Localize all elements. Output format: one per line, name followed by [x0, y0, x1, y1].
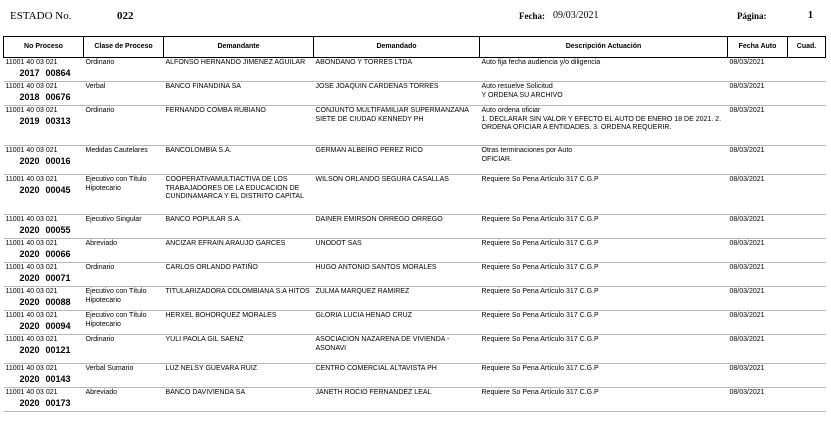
- pagina-value: 1: [808, 10, 813, 21]
- actuacion-cell: Otras terminaciones por Auto OFICIAR.: [480, 146, 728, 175]
- proceso-cell: [4, 263, 84, 287]
- demandado-cell: GERMAN ALBEIRO PEREZ RICO: [314, 146, 480, 175]
- proceso-year: 2018: [19, 91, 40, 102]
- proceso-cell: [4, 287, 84, 311]
- proceso-year: 2019: [19, 115, 40, 126]
- table-row: [4, 58, 826, 82]
- proceso-year: 2017: [19, 67, 40, 78]
- demandante-cell: CARLOS ORLANDO PATIÑO: [164, 263, 314, 287]
- proceso-cell: [4, 106, 84, 146]
- fecha-auto-cell: 08/03/2021: [728, 335, 788, 364]
- col-header-demandado: Demandado: [314, 37, 480, 58]
- proceso-code: 11001 40 03 021: [5, 107, 58, 114]
- proceso-number: [6, 249, 82, 259]
- clase-cell: Medidas Cautelares: [84, 146, 164, 175]
- demandante-cell: HERXEL BOHORQUEZ MORALES: [164, 311, 314, 335]
- table-row: [4, 335, 826, 364]
- proceso-code: 11001 40 03 021: [5, 240, 58, 247]
- proceso-cell: [4, 239, 84, 263]
- demandante-cell: LUZ NELSY GUEVARA RUIZ: [164, 364, 314, 388]
- document-header: [0, 10, 831, 26]
- demandado-cell: JANETH ROCIO FERNANDEZ LEAL: [314, 388, 480, 412]
- cuad-cell: [788, 287, 826, 311]
- proceso-radicado: 00313: [45, 115, 71, 126]
- demandante-cell: FERNANDO COMBA RUBIANO: [164, 106, 314, 146]
- proceso-year: 2020: [19, 248, 40, 259]
- table-row: [4, 239, 826, 263]
- fecha-value: 09/03/2021: [553, 10, 599, 21]
- proceso-radicado: 00066: [45, 248, 71, 259]
- table-row: [4, 175, 826, 215]
- fecha-auto-cell: 08/03/2021: [728, 106, 788, 146]
- proceso-number: [6, 116, 82, 126]
- table-row: [4, 364, 826, 388]
- cuad-cell: [788, 106, 826, 146]
- table-row: [4, 263, 826, 287]
- clase-cell: Verbal Sumario: [84, 364, 164, 388]
- proceso-radicado: 00143: [45, 373, 71, 384]
- estado-number: 022: [117, 10, 134, 22]
- proceso-radicado: 00173: [45, 397, 71, 408]
- demandado-cell: ABONDANO Y TORRES LTDA: [314, 58, 480, 82]
- cuad-cell: [788, 82, 826, 106]
- proceso-year: 2020: [19, 272, 40, 283]
- fecha-auto-cell: 08/03/2021: [728, 287, 788, 311]
- table-row: [4, 146, 826, 175]
- cuad-cell: [788, 311, 826, 335]
- fecha-auto-cell: 08/03/2021: [728, 58, 788, 82]
- proceso-cell: [4, 175, 84, 215]
- proceso-year: 2020: [19, 184, 40, 195]
- clase-cell: Ordinario: [84, 58, 164, 82]
- actuacion-cell: Requiere So Pena Artículo 317 C.G.P: [480, 239, 728, 263]
- proceso-code: 11001 40 03 021: [5, 59, 58, 66]
- demandante-cell: COOPERATIVAMULTIACTIVA DE LOS TRABAJADORES DE LA EDUCACION DE CUNDINAMARCA Y EL DISTRITO CAPITAL: [164, 175, 314, 215]
- clase-cell: Abreviado: [84, 388, 164, 412]
- proceso-number: [6, 225, 82, 235]
- proceso-code: 11001 40 03 021: [5, 264, 58, 271]
- cuad-cell: [788, 388, 826, 412]
- proceso-radicado: 00088: [45, 296, 71, 307]
- actuacion-cell: Requiere So Pena Artículo 317 C.G.P: [480, 175, 728, 215]
- actuacion-cell: Requiere So Pena Artículo 317 C.G.P: [480, 335, 728, 364]
- proceso-cell: [4, 58, 84, 82]
- actuacion-cell: Requiere So Pena Artículo 317 C.G.P: [480, 311, 728, 335]
- proceso-radicado: 00864: [45, 67, 71, 78]
- proceso-cell: [4, 146, 84, 175]
- proceso-code: 11001 40 03 021: [5, 83, 58, 90]
- estado-table: [3, 36, 826, 412]
- col-header-clase: Clase de Proceso: [84, 37, 164, 58]
- demandado-cell: CONJUNTO MULTIFAMILIAR SUPERMANZANA SIETE DE CIUDAD KENNEDY PH: [314, 106, 480, 146]
- actuacion-cell: Requiere So Pena Artículo 317 C.G.P: [480, 215, 728, 239]
- demandante-cell: BANCO FINANDINA SA: [164, 82, 314, 106]
- proceso-number: [6, 68, 82, 78]
- demandado-cell: JOSE JOAQUIN CARDENAS TORRES: [314, 82, 480, 106]
- demandado-cell: DAINER EMIRSON ORREGO ORREGO: [314, 215, 480, 239]
- col-header-fecha-auto: Fecha Auto: [728, 37, 788, 58]
- clase-cell: Ejecutivo con Título Hipotecario: [84, 287, 164, 311]
- proceso-year: 2020: [19, 344, 40, 355]
- cuad-cell: [788, 263, 826, 287]
- demandado-cell: ZULMA MARQUEZ RAMIREZ: [314, 287, 480, 311]
- demandado-cell: HUGO ANTONIO SANTOS MORALES: [314, 263, 480, 287]
- proceso-radicado: 00121: [45, 344, 71, 355]
- cuad-cell: [788, 364, 826, 388]
- estado-label: ESTADO No.: [10, 10, 72, 22]
- proceso-year: 2020: [19, 296, 40, 307]
- fecha-label: Fecha:: [519, 11, 545, 21]
- demandado-cell: UNODOT SAS: [314, 239, 480, 263]
- proceso-code: 11001 40 03 021: [5, 312, 58, 319]
- demandante-cell: BANCO DAVIVIENDA SA: [164, 388, 314, 412]
- fecha-auto-cell: 08/03/2021: [728, 364, 788, 388]
- proceso-number: [6, 92, 82, 102]
- demandante-cell: BANCOLOMBIA S.A.: [164, 146, 314, 175]
- fecha-auto-cell: 08/03/2021: [728, 215, 788, 239]
- fecha-auto-cell: 08/03/2021: [728, 146, 788, 175]
- proceso-radicado: 00055: [45, 224, 71, 235]
- col-header-cuad: Cuad.: [788, 37, 826, 58]
- proceso-number: [6, 185, 82, 195]
- proceso-year: 2020: [19, 224, 40, 235]
- proceso-radicado: 00016: [45, 155, 71, 166]
- clase-cell: Abreviado: [84, 239, 164, 263]
- proceso-code: 11001 40 03 021: [5, 365, 58, 372]
- proceso-year: 2020: [19, 373, 40, 384]
- proceso-radicado: 00045: [45, 184, 71, 195]
- fecha-auto-cell: 08/03/2021: [728, 388, 788, 412]
- fecha-auto-cell: 08/03/2021: [728, 239, 788, 263]
- actuacion-cell: Requiere So Pena Artículo 317 C.G.P: [480, 287, 728, 311]
- proceso-year: 2020: [19, 320, 40, 331]
- proceso-number: [6, 321, 82, 331]
- clase-cell: Ejecutivo con Título Hipotecario: [84, 175, 164, 215]
- fecha-auto-cell: 08/03/2021: [728, 82, 788, 106]
- proceso-year: 2020: [19, 155, 40, 166]
- proceso-code: 11001 40 03 021: [5, 389, 58, 396]
- proceso-code: 11001 40 03 021: [5, 336, 58, 343]
- cuad-cell: [788, 58, 826, 82]
- actuacion-cell: Requiere So Pena Artículo 317 C.G.P: [480, 388, 728, 412]
- proceso-number: [6, 398, 82, 408]
- table-row: [4, 215, 826, 239]
- actuacion-cell: Requiere So Pena Artículo 317 C.G.P: [480, 263, 728, 287]
- fecha-auto-cell: 08/03/2021: [728, 311, 788, 335]
- proceso-number: [6, 156, 82, 166]
- cuad-cell: [788, 146, 826, 175]
- clase-cell: Ordinario: [84, 263, 164, 287]
- demandante-cell: ALFONSO HERNANDO JIMENEZ AGUILAR: [164, 58, 314, 82]
- demandado-cell: CENTRO COMERCIAL ALTAVISTA PH: [314, 364, 480, 388]
- fecha-auto-cell: 08/03/2021: [728, 175, 788, 215]
- clase-cell: Ejecutivo con Título Hipotecario: [84, 311, 164, 335]
- clase-cell: Ejecutivo Singular: [84, 215, 164, 239]
- table-row: [4, 82, 826, 106]
- proceso-cell: [4, 82, 84, 106]
- table-row: [4, 287, 826, 311]
- proceso-code: 11001 40 03 021: [5, 288, 58, 295]
- proceso-number: [6, 374, 82, 384]
- demandado-cell: GLORIA LUCIA HENAO CRUZ: [314, 311, 480, 335]
- proceso-code: 11001 40 03 021: [5, 216, 58, 223]
- table-header-row: [4, 37, 826, 58]
- proceso-cell: [4, 215, 84, 239]
- actuacion-cell: Auto ordena oficiar 1. DECLARAR SIN VALOR Y EFECTO EL AUTO DE ENERO 18 DE 2021. 2. ORDENA OFICIAR A ENTIDADES. 3. ORDENA REQUERIR.: [480, 106, 728, 146]
- fecha-auto-cell: 08/03/2021: [728, 263, 788, 287]
- col-header-proceso: No Proceso: [4, 37, 84, 58]
- clase-cell: Verbal: [84, 82, 164, 106]
- proceso-number: [6, 273, 82, 283]
- cuad-cell: [788, 335, 826, 364]
- col-header-actuacion: Descripción Actuación: [480, 37, 728, 58]
- demandante-cell: TITULARIZADORA COLOMBIANA S.A HITOS: [164, 287, 314, 311]
- table-row: [4, 311, 826, 335]
- table-row: [4, 388, 826, 412]
- proceso-code: 11001 40 03 021: [5, 176, 58, 183]
- proceso-radicado: 00676: [45, 91, 71, 102]
- demandante-cell: BANCO POPULAR S.A.: [164, 215, 314, 239]
- proceso-cell: [4, 311, 84, 335]
- demandado-cell: WILSON ORLANDO SEGURA CASALLAS: [314, 175, 480, 215]
- actuacion-cell: Requiere So Pena Artículo 317 C.G.P: [480, 364, 728, 388]
- actuacion-cell: Auto resuelve Solicitud Y ORDENA SU ARCHIVO: [480, 82, 728, 106]
- col-header-demandante: Demandante: [164, 37, 314, 58]
- actuacion-cell: Auto fija fecha audiencia y/o diligencia: [480, 58, 728, 82]
- proceso-year: 2020: [19, 397, 40, 408]
- proceso-radicado: 00071: [45, 272, 71, 283]
- demandado-cell: ASOCIACION NAZARENA DE VIVIENDA - ASONAVI: [314, 335, 480, 364]
- proceso-number: [6, 297, 82, 307]
- cuad-cell: [788, 175, 826, 215]
- cuad-cell: [788, 215, 826, 239]
- clase-cell: Ordinario: [84, 335, 164, 364]
- proceso-cell: [4, 388, 84, 412]
- proceso-cell: [4, 364, 84, 388]
- proceso-radicado: 00094: [45, 320, 71, 331]
- proceso-code: 11001 40 03 021: [5, 147, 58, 154]
- proceso-cell: [4, 335, 84, 364]
- clase-cell: Ordinario: [84, 106, 164, 146]
- demandante-cell: YULI PAOLA GIL SAENZ: [164, 335, 314, 364]
- cuad-cell: [788, 239, 826, 263]
- demandante-cell: ANCIZAR EFRAIN ARAUJO GARCES: [164, 239, 314, 263]
- proceso-number: [6, 345, 82, 355]
- table-row: [4, 106, 826, 146]
- pagina-label: Página:: [737, 11, 767, 21]
